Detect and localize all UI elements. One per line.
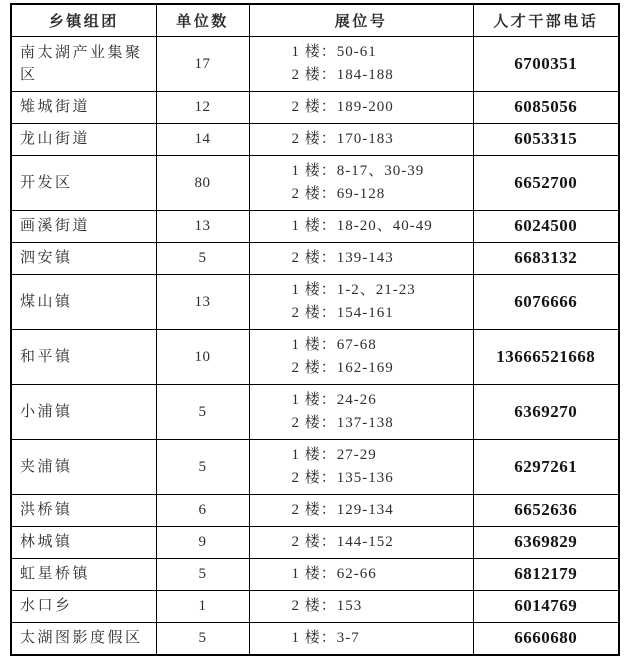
booth-line: 2 楼：184-188 xyxy=(291,66,394,83)
table-row xyxy=(11,622,619,655)
cell-units: 10 xyxy=(156,329,249,384)
cell-booths xyxy=(249,590,473,622)
table-row xyxy=(11,155,619,210)
cell-town: 夹浦镇 xyxy=(11,439,156,494)
cell-booths xyxy=(249,123,473,155)
cell-town: 画溪街道 xyxy=(11,210,156,242)
table-row xyxy=(11,526,619,558)
cell-phone: 6076666 xyxy=(473,274,619,329)
cell-phone: 6053315 xyxy=(473,123,619,155)
table-row xyxy=(11,91,619,123)
cell-phone: 6024500 xyxy=(473,210,619,242)
cell-phone: 6812179 xyxy=(473,558,619,590)
table-row xyxy=(11,36,619,91)
cell-town: 太湖图影度假区 xyxy=(11,622,156,655)
cell-units: 14 xyxy=(156,123,249,155)
cell-town: 南太湖产业集聚区 xyxy=(11,36,156,91)
cell-phone: 6369270 xyxy=(473,384,619,439)
cell-booths xyxy=(249,155,473,210)
table-row xyxy=(11,210,619,242)
cell-units: 13 xyxy=(156,210,249,242)
cell-booths xyxy=(249,274,473,329)
cell-town: 和平镇 xyxy=(11,329,156,384)
booth-line: 2 楼：189-200 xyxy=(291,98,394,115)
booth-line: 2 楼：170-183 xyxy=(291,130,394,147)
booth-line: 2 楼：135-136 xyxy=(291,469,394,486)
cell-town: 雉城街道 xyxy=(11,91,156,123)
table-row xyxy=(11,494,619,526)
header-row xyxy=(11,4,619,36)
cell-booths xyxy=(249,91,473,123)
cell-units: 5 xyxy=(156,439,249,494)
header-booths: 展位号 xyxy=(249,4,473,36)
cell-units: 5 xyxy=(156,622,249,655)
cell-booths xyxy=(249,36,473,91)
booth-line: 1 楼：3-7 xyxy=(291,629,360,646)
cell-phone: 6014769 xyxy=(473,590,619,622)
cell-units: 13 xyxy=(156,274,249,329)
cell-phone: 6660680 xyxy=(473,622,619,655)
cell-town: 小浦镇 xyxy=(11,384,156,439)
table-row xyxy=(11,242,619,274)
cell-town: 水口乡 xyxy=(11,590,156,622)
booth-line: 1 楼：62-66 xyxy=(291,565,377,582)
cell-town: 龙山街道 xyxy=(11,123,156,155)
cell-booths xyxy=(249,384,473,439)
booth-line: 1 楼：24-26 xyxy=(291,391,377,408)
booth-line: 2 楼：129-134 xyxy=(291,501,394,518)
cell-town: 煤山镇 xyxy=(11,274,156,329)
booth-line: 2 楼：69-128 xyxy=(291,185,386,202)
cell-units: 1 xyxy=(156,590,249,622)
table-row xyxy=(11,384,619,439)
booth-line: 1 楼：8-17、30-39 xyxy=(291,162,425,179)
cell-units: 6 xyxy=(156,494,249,526)
booth-table xyxy=(10,3,620,656)
cell-booths xyxy=(249,622,473,655)
table-row xyxy=(11,590,619,622)
table-row xyxy=(11,123,619,155)
cell-phone: 6369829 xyxy=(473,526,619,558)
table-body xyxy=(11,36,619,655)
header-town: 乡镇组团 xyxy=(11,4,156,36)
booth-line: 2 楼：153 xyxy=(291,597,363,614)
cell-booths xyxy=(249,494,473,526)
cell-phone: 6085056 xyxy=(473,91,619,123)
cell-units: 5 xyxy=(156,558,249,590)
cell-town: 开发区 xyxy=(11,155,156,210)
table-row xyxy=(11,274,619,329)
cell-units: 9 xyxy=(156,526,249,558)
cell-booths xyxy=(249,210,473,242)
booth-line: 1 楼：18-20、40-49 xyxy=(291,217,433,234)
cell-booths xyxy=(249,329,473,384)
cell-units: 80 xyxy=(156,155,249,210)
booth-line: 2 楼：137-138 xyxy=(291,414,394,431)
booth-line: 2 楼：162-169 xyxy=(291,359,394,376)
cell-units: 5 xyxy=(156,242,249,274)
booth-line: 1 楼：1-2、21-23 xyxy=(291,281,416,298)
cell-phone: 6652700 xyxy=(473,155,619,210)
booth-line: 2 楼：144-152 xyxy=(291,533,394,550)
booth-line: 2 楼：154-161 xyxy=(291,304,394,321)
cell-units: 5 xyxy=(156,384,249,439)
booth-line: 1 楼：27-29 xyxy=(291,446,377,463)
cell-town: 林城镇 xyxy=(11,526,156,558)
cell-town: 虹星桥镇 xyxy=(11,558,156,590)
table-header xyxy=(11,4,619,36)
table-row xyxy=(11,439,619,494)
cell-town: 洪桥镇 xyxy=(11,494,156,526)
cell-phone: 6652636 xyxy=(473,494,619,526)
header-units: 单位数 xyxy=(156,4,249,36)
booth-line: 1 楼：67-68 xyxy=(291,336,377,353)
cell-phone: 6297261 xyxy=(473,439,619,494)
booth-line: 2 楼：139-143 xyxy=(291,249,394,266)
cell-booths xyxy=(249,242,473,274)
cell-units: 12 xyxy=(156,91,249,123)
cell-phone: 6683132 xyxy=(473,242,619,274)
cell-booths xyxy=(249,439,473,494)
table-row xyxy=(11,329,619,384)
header-phone: 人才干部电话 xyxy=(473,4,619,36)
cell-booths xyxy=(249,526,473,558)
cell-units: 17 xyxy=(156,36,249,91)
cell-phone: 6700351 xyxy=(473,36,619,91)
cell-phone: 13666521668 xyxy=(473,329,619,384)
cell-booths xyxy=(249,558,473,590)
table-row xyxy=(11,558,619,590)
booth-line: 1 楼：50-61 xyxy=(291,43,377,60)
cell-town: 泗安镇 xyxy=(11,242,156,274)
